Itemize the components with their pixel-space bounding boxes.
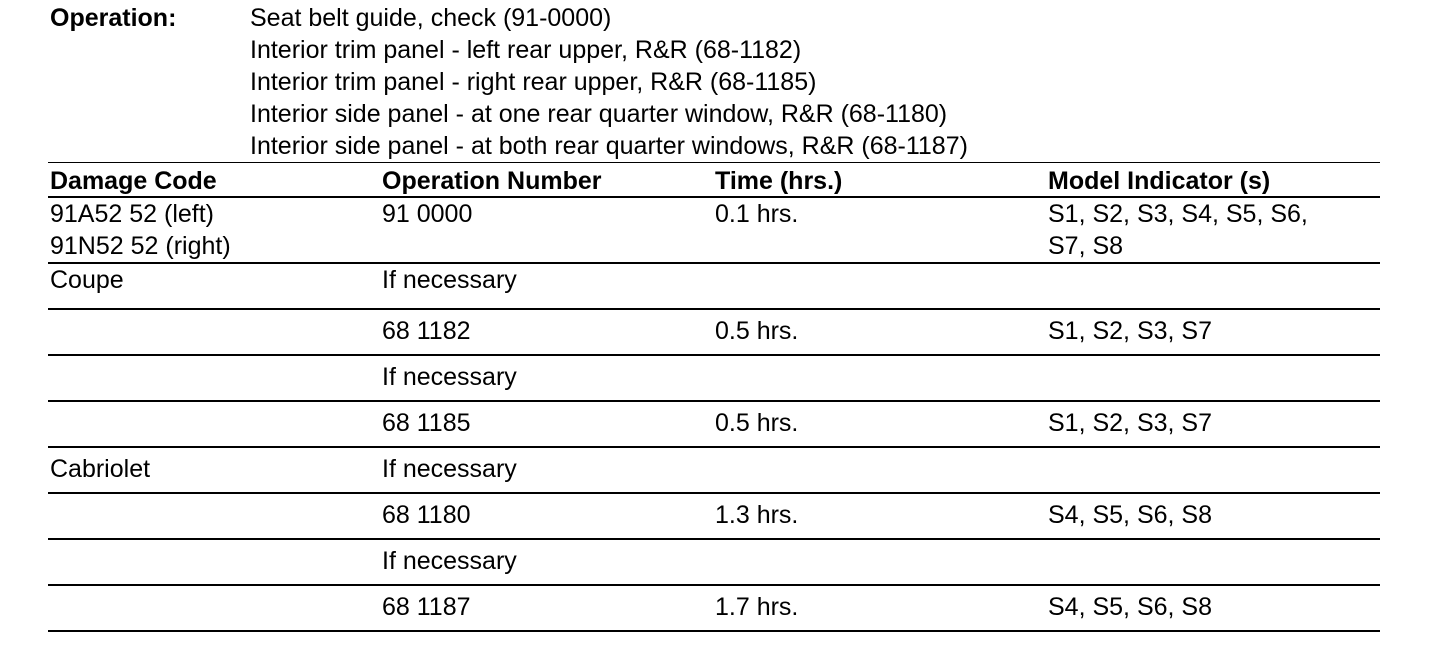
table-row bbox=[48, 540, 1380, 586]
operation-line: Interior trim panel - right rear upper, R&R (68-1185) bbox=[250, 68, 817, 96]
time-cell: 0.1 hrs. bbox=[715, 200, 799, 228]
column-header-time: Time (hrs.) bbox=[715, 167, 843, 195]
labor-table bbox=[48, 162, 1380, 632]
model-indicator-cell: S1, S2, S3, S7 bbox=[1048, 409, 1212, 437]
operation-line: Interior trim panel - left rear upper, R&R (68-1182) bbox=[250, 36, 802, 64]
table-row bbox=[48, 198, 1380, 264]
operation-number-cell: 68 1187 bbox=[382, 593, 471, 621]
operation-number-cell: If necessary bbox=[382, 455, 517, 483]
model-indicator-cell: S1, S2, S3, S7 bbox=[1048, 317, 1212, 345]
damage-code-right: 91N52 52 (right) bbox=[50, 232, 231, 260]
damage-code-cell: Coupe bbox=[50, 266, 124, 294]
table-row bbox=[48, 586, 1380, 632]
table-row bbox=[48, 310, 1380, 356]
table-row bbox=[48, 494, 1380, 540]
time-cell: 1.3 hrs. bbox=[715, 501, 799, 529]
column-header-damage-code: Damage Code bbox=[50, 167, 217, 195]
column-header-model-indicator: Model Indicator (s) bbox=[1048, 167, 1271, 195]
operation-line: Interior side panel - at both rear quarter windows, R&R (68-1187) bbox=[250, 132, 968, 160]
table-row bbox=[48, 264, 1380, 310]
operation-number-cell: 68 1180 bbox=[382, 501, 471, 529]
table-row bbox=[48, 402, 1380, 448]
operation-label: Operation: bbox=[50, 4, 177, 32]
operation-number-cell: 68 1182 bbox=[382, 317, 471, 345]
table-header-row bbox=[48, 163, 1380, 198]
operation-number-cell: If necessary bbox=[382, 547, 517, 575]
operation-number-cell: 91 0000 bbox=[382, 200, 473, 228]
time-cell: 0.5 hrs. bbox=[715, 317, 799, 345]
model-indicator-line: S7, S8 bbox=[1048, 232, 1124, 260]
operation-number-cell: If necessary bbox=[382, 266, 517, 294]
model-indicator-line: S1, S2, S3, S4, S5, S6, bbox=[1048, 200, 1308, 228]
damage-code-cell: Cabriolet bbox=[50, 455, 151, 483]
operation-line: Interior side panel - at one rear quarter window, R&R (68-1180) bbox=[250, 100, 948, 128]
table-row bbox=[48, 448, 1380, 494]
damage-code-left: 91A52 52 (left) bbox=[50, 200, 214, 228]
operation-number-cell: 68 1185 bbox=[382, 409, 471, 437]
operation-line: Seat belt guide, check (91-0000) bbox=[250, 4, 612, 32]
operation-number-cell: If necessary bbox=[382, 363, 517, 391]
time-cell: 1.7 hrs. bbox=[715, 593, 799, 621]
table-row bbox=[48, 356, 1380, 402]
time-cell: 0.5 hrs. bbox=[715, 409, 799, 437]
model-indicator-cell bbox=[1048, 198, 1308, 262]
damage-code-cell bbox=[50, 198, 231, 262]
model-indicator-cell: S4, S5, S6, S8 bbox=[1048, 593, 1212, 621]
model-indicator-cell: S4, S5, S6, S8 bbox=[1048, 501, 1212, 529]
operation-list bbox=[250, 2, 1380, 162]
column-header-operation-number: Operation Number bbox=[382, 167, 602, 195]
